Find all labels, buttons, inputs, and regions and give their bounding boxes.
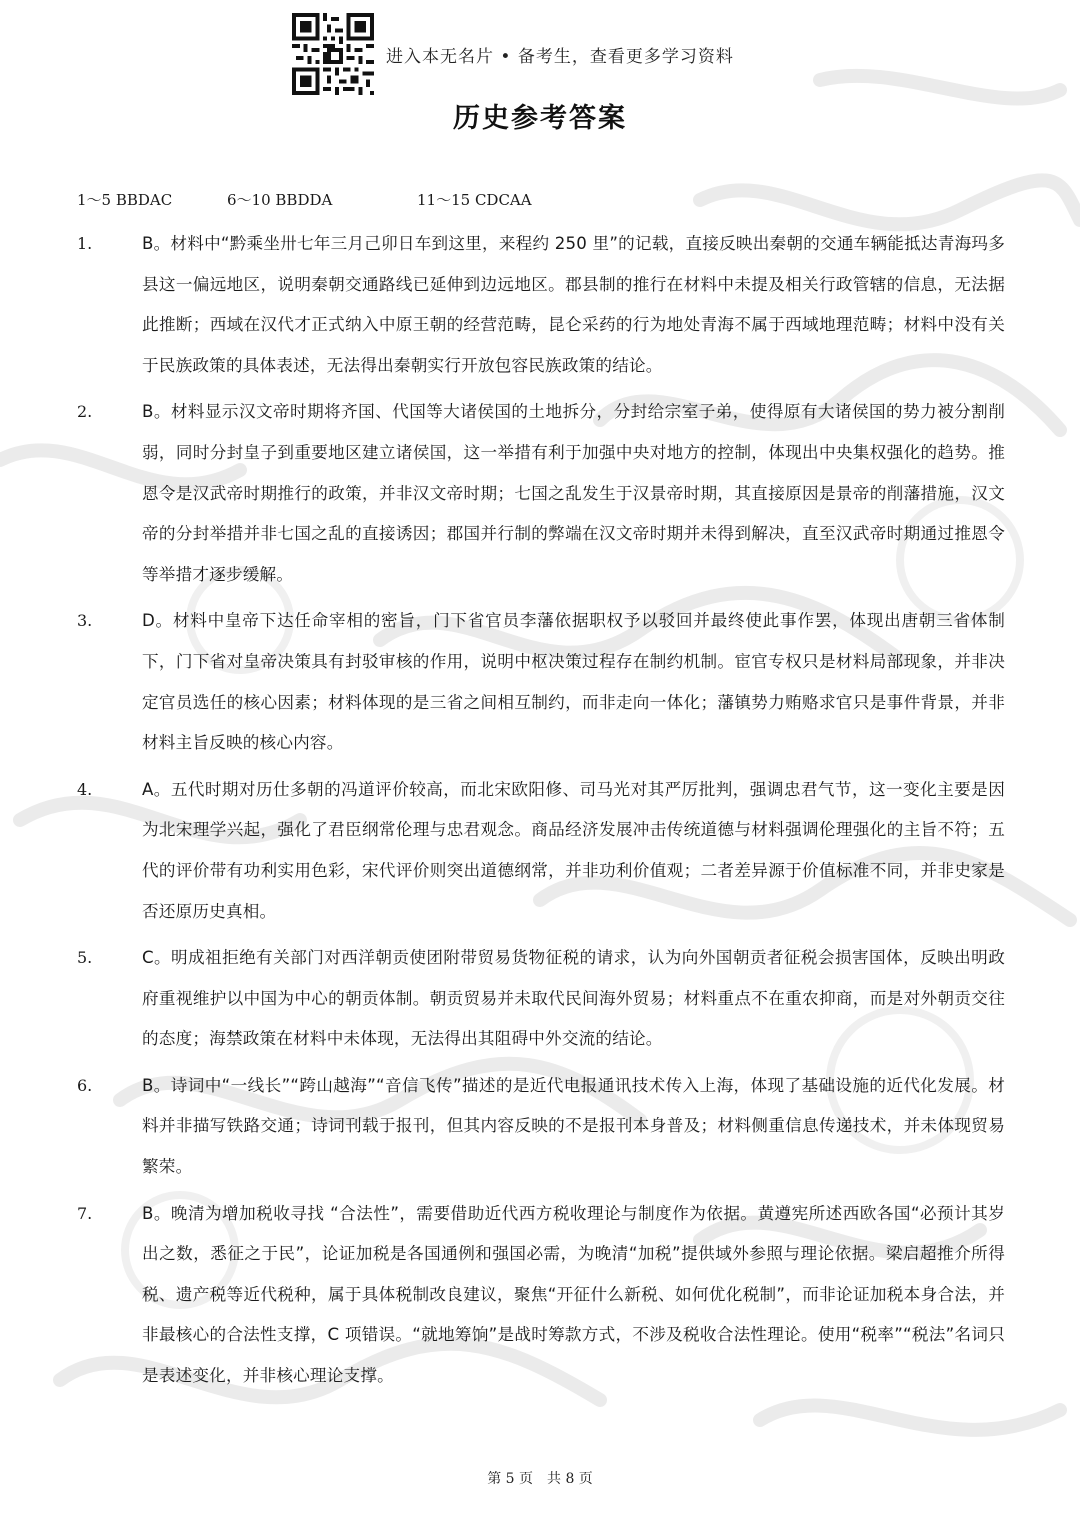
- item-number: 6.: [77, 1075, 93, 1095]
- header-promo-text: 进入本无名片 • 备考生，查看更多学习资料: [386, 46, 734, 67]
- item-number: 7.: [77, 1203, 93, 1223]
- item-text: B。材料中“黔乘坐卅七年三月己卯日车到这里，来程约 250 里”的记载，直接反映出秦朝的交通车辆能抵达青海玛多县这一偏远地区，说明秦朝交通路线已延伸到边远地区。郡县制的推行在材料中未提及相关行政管辖的信息，无法据此推断；西域在汉代才正式纳入中原王朝的经营范畴，昆仑采药的行为地处青海不属于西域地理范畴；材料中没有关于民族政策的具体表述，无法得出秦朝实行开放包容民族政策的结论。: [142, 234, 1005, 375]
- answer-item: [77, 224, 1005, 386]
- answer-item: [77, 770, 1005, 932]
- item-text: C。明成祖拒绝有关部门对西洋朝贡使团附带贸易货物征税的请求，认为向外国朝贡者征税会损害国体，反映出明政府重视维护以中国为中心的朝贡体制。朝贡贸易并未取代民间海外贸易；材料重点不在重农抑商，而是对外朝贡交往的态度；海禁政策在材料中未体现，无法得出其阻碍中外交流的结论。: [142, 948, 1005, 1049]
- header: [292, 12, 734, 96]
- item-text: D。材料中皇帝下达任命宰相的密旨，门下省官员李藩依据职权予以驳回并最终使此事作罢，体现出唐朝三省体制下，门下省对皇帝决策具有封驳审核的作用，说明中枢决策过程存在制约机制。宦官专权只是材料局部现象，并非决定官员选任的核心因素；材料体现的是三省之间相互制约，而非走向一体化；藩镇势力贿赂求官只是事件背景，并非材料主旨反映的核心内容。: [142, 611, 1005, 753]
- item-number: 3.: [77, 611, 93, 631]
- item-number: 1.: [77, 234, 93, 253]
- item-number: 2.: [77, 402, 93, 422]
- answer-item: [77, 601, 1005, 763]
- item-text: A。五代时期对历仕多朝的冯道评价较高，而北宋欧阳修、司马光对其严厉批判，强调忠君气节，这一变化主要是因为北宋理学兴起，强化了君臣纲常伦理与忠君观念。商品经济发展冲击传统道德与材料强调伦理强化的主旨不符；五代的评价带有功利实用色彩，宋代评价则突出道德纲常，并非功利价值观；二者差异源于价值标准不同，并非史家是否还原历史真相。: [142, 779, 1005, 921]
- answer-item: [77, 938, 1005, 1060]
- page-footer: 第 5 页 共 8 页: [487, 1471, 593, 1487]
- item-number: 4.: [77, 779, 93, 799]
- item-text: B。材料显示汉文帝时期将齐国、代国等大诸侯国的土地拆分，分封给宗室子弟，使得原有大诸侯国的势力被分割削弱，同时分封皇子到重要地区建立诸侯国，这一举措有利于加强中央对地方的控制，体现出中央集权强化的趋势。推恩令是汉武帝时期推行的政策，并非汉文帝时期；七国之乱发生于汉景帝时期，其直接原因是景帝的削藩措施，汉文帝的分封举措并非七国之乱的直接诱因；郡国并行制的弊端在汉文帝时期并未得到解决，直至汉武帝时期通过推恩令等举措才逐步缓解。: [142, 402, 1005, 584]
- item-number: 5.: [77, 948, 93, 968]
- answer-item: [77, 1194, 1005, 1397]
- answer-item: [77, 1066, 1005, 1188]
- answer-item: [77, 392, 1005, 595]
- answer-key-group-3: 11～15 CDCAA: [417, 191, 532, 209]
- page-title: 历史参考答案: [453, 103, 627, 134]
- answer-explanations: [77, 224, 1005, 1403]
- item-text: B。诗词中“一线长”“跨山越海”“音信飞传”描述的是近代电报通讯技术传入上海，体现了基础设施的近代化发展。材料并非描写铁路交通；诗词刊载于报刊，但其内容反映的不是报刊本身普及；材料侧重信息传递技术，并未体现贸易繁荣。: [142, 1075, 1005, 1177]
- answer-key-group-2: 6～10 BBDDA: [227, 191, 333, 209]
- answer-key: [77, 189, 532, 210]
- answer-key-group-1: 1～5 BBDAC: [77, 191, 173, 209]
- item-text: B。晚清为增加税收寻找 “合法性”，需要借助近代西方税收理论与制度作为依据。黄遵宪所述西欧各国“必预计其岁出之数，悉征之于民”，论证加税是各国通例和强国必需，为晚清“加税”提供域外参照与理论依据。梁启超推介所得税、遗产税等近代税种，属于具体税制改良建议，聚焦“开征什么新税、如何优化税制”，而非论证加税本身合法，并非最核心的合法性支撑，C 项错误。“就地筹饷”是战时筹款方式，不涉及税收合法性理论。使用“税率”“税法”名词只是表述变化，并非核心理论支撑。: [142, 1203, 1005, 1386]
- qr-code-icon[interactable]: [292, 13, 374, 95]
